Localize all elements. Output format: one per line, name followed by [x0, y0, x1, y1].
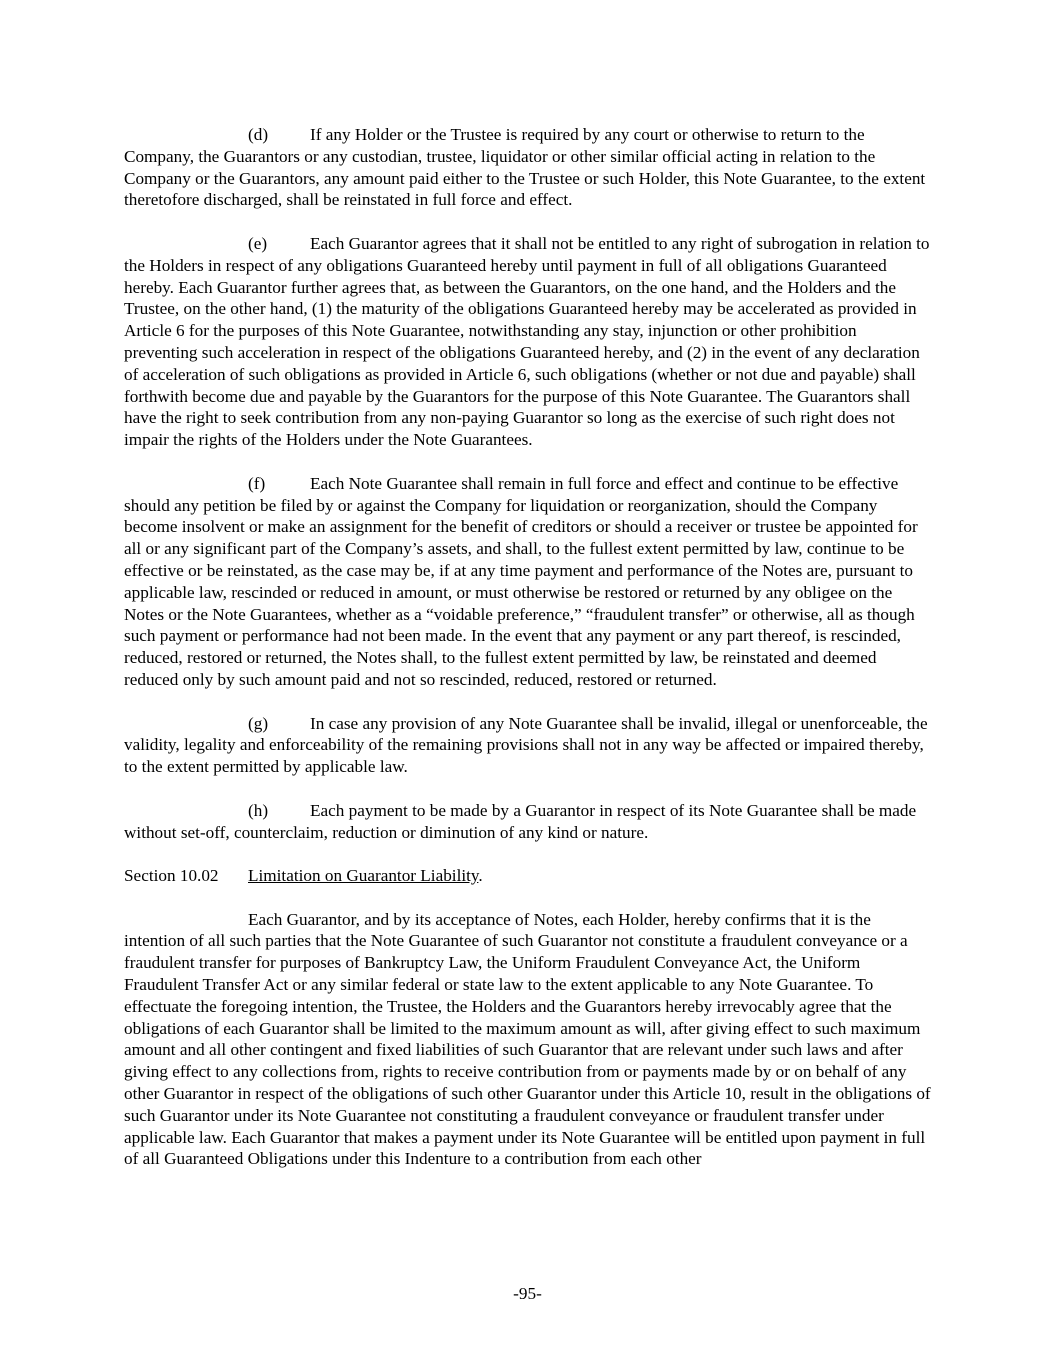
- paragraph-text: If any Holder or the Trustee is required by any court or otherwise to return to the Company, the Guarantors or any custodian, trustee, liquidator or other similar official acting in relation to the Company or the Guarantors, any amount paid either to the Trustee or such Holder, this Note Guarantee, to the extent theretofore discharged, shall be reinstated in full force and effect.: [124, 125, 926, 210]
- paragraph-d: [124, 124, 931, 211]
- paragraph-text: Each Guarantor agrees that it shall not be entitled to any right of subrogation in relation to the Holders in respect of any obligations Guaranteed hereby until payment in full of all obligations Guaranteed hereby. Each Guarantor further agrees that, as between the Guarantors, on the one hand, and the Holders and the Trustee, on the other hand, (1) the maturity of the obligations Guaranteed hereby may be accelerated as provided in Article 6 for the purposes of this Note Guarantee, notwithstanding any stay, injunction or other prohibition preventing such acceleration in respect of the obligations Guaranteed hereby, and (2) in the event of any declaration of acceleration of such obligations as provided in Article 6, such obligations (whether or not due and payable) shall forthwith become due and payable by the Guarantors for the purpose of this Note Guarantee. The Guarantors shall have the right to seek contribution from any non-paying Guarantor so long as the exercise of such right does not impair the rights of the Holders under the Note Guarantees.: [124, 233, 930, 450]
- paragraph-f: [124, 473, 931, 691]
- section-title: Limitation on Guarantor Liability: [248, 866, 479, 886]
- paragraph-label: (d): [248, 125, 269, 144]
- paragraph-text: Each Note Guarantee shall remain in full force and effect and continue to be effective should any petition be filed by or against the Company for liquidation or reorganization, should the Company become insolvent or make an assignment for the benefit of creditors or should a receiver or trustee be appointed for all or any significant part of the Company’s assets, and shall, to the fullest extent permitted by law, continue to be effective or be reinstated, as the case may be, if at any time payment and performance of the Notes are, pursuant to applicable law, rescinded or reduced in amount, or must otherwise be restored or returned by any obligee on the Notes or the Note Guarantees, whether as a “voidable preference,” “fraudulent transfer” or otherwise, all as though such payment or performance had not been made. In the event that any payment or any part thereof, is rescinded, reduced, restored or returned, the Notes shall, to the fullest extent permitted by law, be reinstated and deemed reduced only by such amount paid and not so rescinded, reduced, restored or returned.: [124, 473, 918, 689]
- paragraph-label: (f): [248, 473, 266, 493]
- section-number: Section 10.02: [124, 866, 219, 886]
- paragraph-text: Each payment to be made by a Guarantor in respect of its Note Guarantee shall be made without set-off, counterclaim, reduction or diminution of any kind or nature.: [124, 800, 917, 842]
- section-heading: [124, 865, 931, 887]
- document-page: [124, 124, 931, 1192]
- page-number: -95-: [513, 1284, 542, 1303]
- section-body-paragraph: [124, 909, 931, 1171]
- paragraph-h: [124, 800, 931, 844]
- paragraph-label: (e): [248, 233, 268, 253]
- paragraph-text: Each Guarantor, and by its acceptance of Notes, each Holder, hereby confirms that it is the intention of all such parties that the Note Guarantee of such Guarantor not constitute a fraudulent conveyance or a fraudulent transfer for purposes of Bankruptcy Law, the Uniform Fraudulent Conveyance Act, the Uniform Fraudulent Transfer Act or any similar federal or state law to the extent applicable to any Note Guarantee. To effectuate the foregoing intention, the Trustee, the Holders and the Guarantors hereby irrevocably agree that the obligations of each Guarantor shall be limited to the maximum amount as will, after giving effect to such maximum amount and all other contingent and fixed liabilities of such Guarantor that are relevant under such laws and after giving effect to any collections from, rights to receive contribution from or payments made by or on behalf of any other Guarantor in respect of the obligations of such other Guarantor under this Article 10, result in the obligations of such Guarantor under its Note Guarantee not constituting a fraudulent conveyance or fraudulent transfer under applicable law. Each Guarantor that makes a payment under its Note Guarantee will be entitled upon payment in full of all Guaranteed Obligations under this Indenture to a contribution from each other: [124, 909, 931, 1169]
- paragraph-text: In case any provision of any Note Guarantee shall be invalid, illegal or unenforceable, the validity, legality and enforceability of the remaining provisions shall not in any way be affected or impaired thereby, to the extent permitted by applicable law.: [124, 713, 928, 777]
- section-title-suffix: .: [478, 866, 483, 886]
- paragraph-g: [124, 713, 931, 778]
- paragraph-label: (h): [248, 800, 269, 820]
- paragraph-label: (g): [248, 713, 269, 733]
- paragraph-e: [124, 233, 931, 451]
